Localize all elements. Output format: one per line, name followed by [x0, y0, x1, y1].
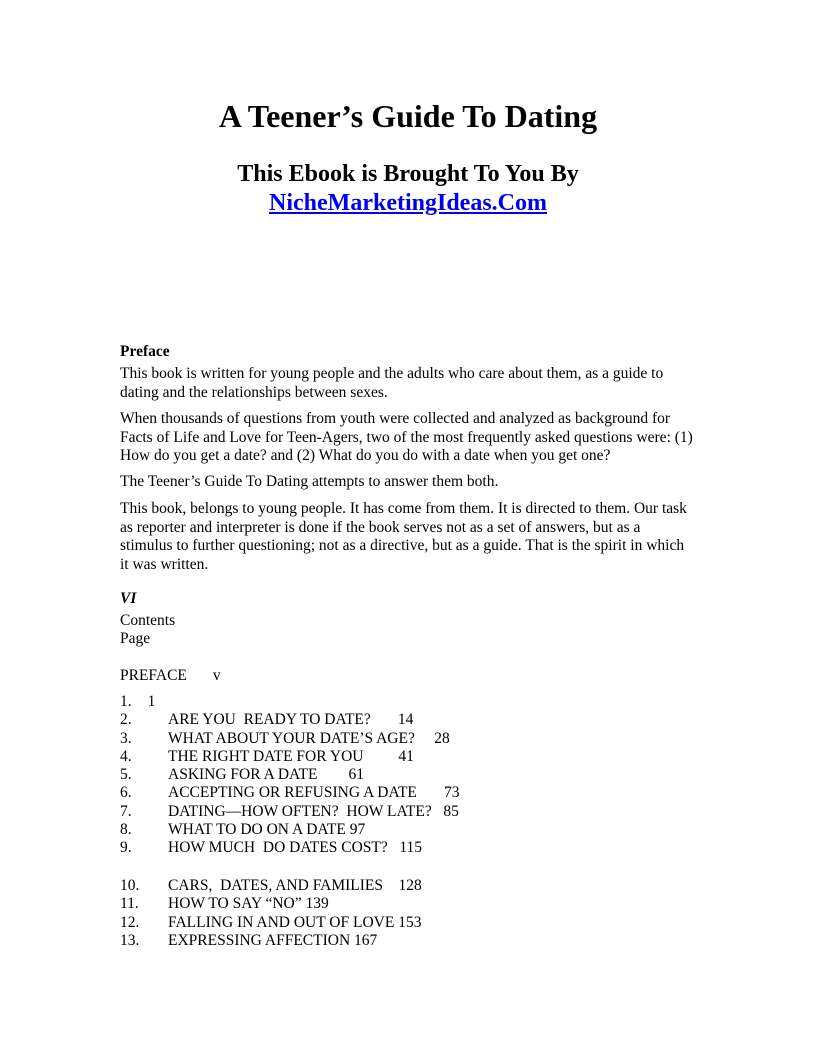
- table-of-contents-part-2: [120, 877, 422, 950]
- toc-row: [120, 895, 422, 913]
- toc-page: 128: [398, 877, 422, 894]
- toc-number: 11.: [120, 895, 139, 913]
- toc-title: THE RIGHT DATE FOR YOU: [168, 747, 364, 765]
- toc-row: [120, 877, 422, 895]
- website-link-container: [0, 189, 816, 218]
- toc-row: [120, 784, 460, 802]
- toc-title: ASKING FOR A DATE: [168, 766, 318, 784]
- toc-title: WHAT TO DO ON A DATE: [168, 821, 346, 839]
- toc-title: EXPRESSING AFFECTION: [168, 931, 351, 949]
- toc-row: [120, 821, 460, 839]
- toc-title: ACCEPTING OR REFUSING A DATE: [168, 784, 417, 802]
- roman-numeral-page-marker: VI: [120, 590, 137, 607]
- toc-number: 7.: [120, 802, 132, 820]
- preface-paragraph-1: This book is written for young people and the adults who care about them, as a guide to dating and the relationships between sexes.: [120, 365, 664, 401]
- toc-row: [120, 730, 460, 748]
- toc-title: FALLING IN AND OUT OF LOVE: [168, 913, 395, 931]
- preface-heading: Preface: [120, 343, 170, 360]
- toc-number: 9.: [120, 839, 132, 857]
- toc-page: 41: [398, 747, 414, 765]
- toc-preface-entry: [120, 667, 696, 686]
- toc-row: [120, 839, 460, 857]
- toc-page: 139: [305, 895, 329, 913]
- toc-page: 61: [348, 766, 364, 784]
- toc-page: 97: [349, 821, 366, 839]
- document-title: A Teener’s Guide To Dating: [218, 98, 598, 134]
- toc-number: 8.: [120, 821, 132, 839]
- toc-number: 12.: [120, 913, 140, 931]
- toc-page: 153: [398, 913, 422, 931]
- toc-number: 1.: [120, 693, 132, 710]
- toc-number: 13.: [120, 931, 140, 949]
- website-link[interactable]: NicheMarketingIdeas.Com: [269, 190, 547, 216]
- toc-page: 1: [147, 693, 156, 710]
- toc-number: 2.: [120, 711, 132, 729]
- toc-row: [120, 693, 460, 711]
- toc-title: ARE YOU READY TO DATE?: [168, 711, 371, 729]
- preface-paragraph-2: When thousands of questions from youth were collected and analyzed as background for Facts of Life and Love for Teen-Agers, two of the most frequently asked questions were: (1) How do you get a date? and (2) What do you do with a date when you get one?: [120, 410, 693, 464]
- toc-page: 115: [399, 839, 423, 857]
- page-column-label: Page: [120, 630, 151, 647]
- toc-title: WHAT ABOUT YOUR DATE’S AGE?: [168, 729, 415, 747]
- toc-row: [120, 803, 460, 821]
- toc-title: HOW TO SAY “NO”: [168, 895, 302, 913]
- toc-title: DATING—HOW OFTEN? HOW LATE?: [168, 802, 432, 820]
- toc-number: 6.: [120, 784, 132, 802]
- toc-number: 4.: [120, 747, 132, 765]
- toc-row: [120, 748, 460, 766]
- toc-number: 5.: [120, 766, 132, 784]
- subtitle: This Ebook is Brought To You By: [237, 161, 579, 187]
- toc-number: 10.: [120, 877, 140, 894]
- toc-page: 14: [397, 711, 414, 729]
- preface-paragraph-4: This book, belongs to young people. It has come from them. It is directed to them. Our task as reporter and interpreter is done if the book serves not as a set of answers, but as a stimulus to further questioning; not as a directive, but as a guide. That is the spirit in which it was written.: [120, 500, 687, 573]
- contents-heading: Contents: [120, 612, 176, 629]
- toc-row: [120, 711, 460, 729]
- toc-title: HOW MUCH DO DATES COST?: [168, 839, 388, 857]
- toc-page: 167: [354, 931, 378, 949]
- preface-paragraph-3: The Teener’s Guide To Dating attempts to answer them both.: [120, 473, 499, 490]
- toc-row: [120, 766, 460, 784]
- toc-page: 28: [434, 729, 450, 747]
- toc-page: 73: [444, 784, 460, 802]
- toc-number: 3.: [120, 729, 132, 747]
- toc-row: [120, 932, 422, 950]
- toc-title: CARS, DATES, AND FAMILIES: [168, 877, 384, 894]
- table-of-contents-part-1: [120, 693, 460, 858]
- toc-row: [120, 914, 422, 932]
- toc-page: 85: [443, 802, 459, 820]
- toc-preface-page: v: [212, 667, 221, 684]
- toc-preface-title: PREFACE: [120, 667, 187, 684]
